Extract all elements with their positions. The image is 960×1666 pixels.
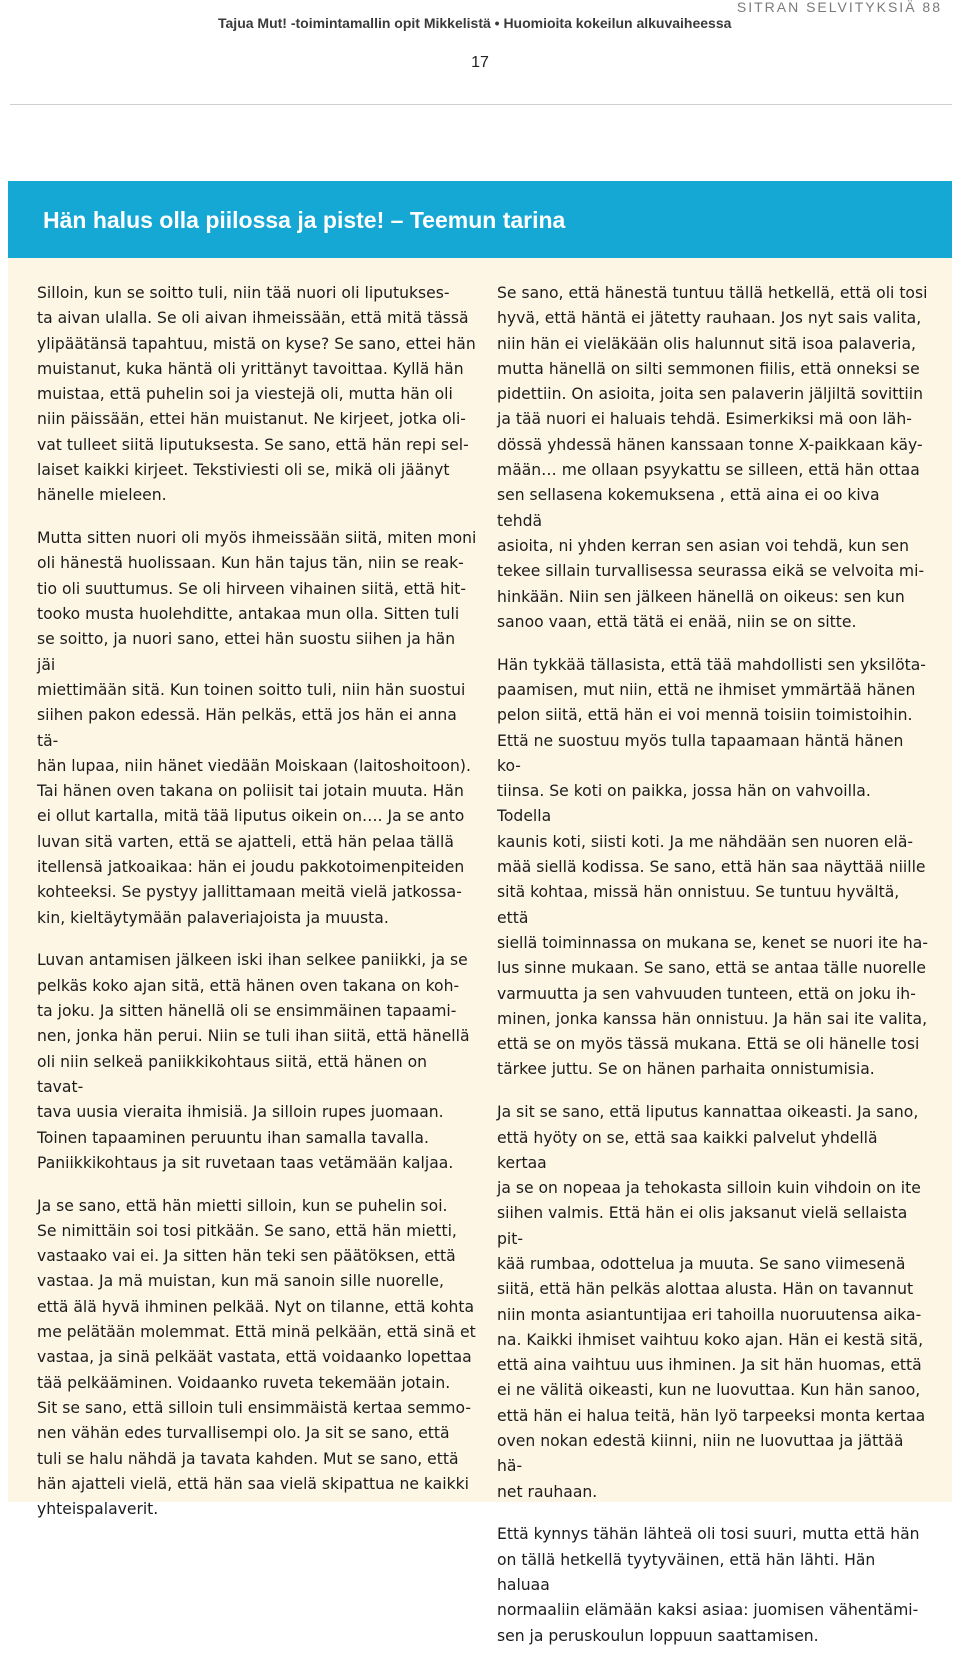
paragraph: Silloin, kun se soitto tuli, niin tää nuori oli liputukses- ta aivan ulalla. Se oli aivan ihmeissään, että mitä tässä ylipäätänsä tapahtuu, mistä on kyse? Se sano, ettei hän muistanut, kuka häntä oli yrittänyt tavoittaa. Kyllä hän muistaa, että puhelin soi ja viestejä oli, mutta hän oli niin päissään, ettei hän muistanut. Ne kirjeet, jotka oli- vat tulleet siitä liputuksesta. Se sano, että hän repi sel- laiset kaikki kirjeet. Tekstiviesti oli se, mikä oli jäänyt hänelle mieleen.: [37, 284, 476, 505]
page-header: [0, 0, 960, 80]
paragraph: Että kynnys tähän lähteä oli tosi suuri, mutta että hän on tällä hetkellä tyytyväinen, että hän lähti. Hän haluaa normaaliin elämään kaksi asiaa: juomisen vähentämi- sen ja peruskoulun loppuun saattamisen.: [497, 1525, 920, 1645]
story-title: Hän halus olla piilossa ja piste! – Teemun tarina: [43, 207, 566, 233]
paragraph: Luvan antamisen jälkeen iski ihan selkee paniikki, ja se pelkäs koko ajan sitä, että hänen oven takana on koh- ta joku. Ja sitten hänellä oli se ensimmäinen tapaami- nen, jonka hän perui. Niin se tuli ihan siitä, että hänellä oli niin selkeä paniikkikohtaus siitä, että hänen on tavat- tava uusia vieraita ihmisiä. Ja silloin rupes juomaan. Toinen tapaaminen peruuntu ihan samalla tavalla. Paniikkikohtaus ja sit ruvetaan taas vetämään kaljaa.: [37, 951, 470, 1172]
paragraph: Ja sit se sano, että liputus kannattaa oikeasti. Ja sano, että hyöty on se, että saa kaikki palvelut yhdellä kertaa ja se on nopeaa ja tehokasta silloin kuin vihdoin on ite siihen valmis. Että hän ei olis jaksanut vielä sellaista pit- kää rumbaa, odottelua ja muuta. Se sano viimesenä siitä, että hän pelkäs alottaa alusta. Hän on tavannut niin monta asiantuntijaa eri tahoilla nuoruutensa aika- na. Kaikki ihmiset vaihtuu koko ajan. Hän ei kestä sitä, että aina vaihtuu uus ihminen. Ja sit hän huomas, että ei ne välitä oikeasti, kun ne luovuttaa. Kun hän sanoo, että hän ei halua teitä, hän lyö tarpeeksi monta kertaa oven nokan edestä kiinni, niin ne luovuttaa ja jättää hä- net rauhaan.: [497, 1103, 926, 1501]
left-column: [37, 281, 477, 1540]
running-title: Tajua Mut! -toimintamallin opit Mikkelistä • Huomioita kokeilun alkuvaiheessa: [218, 15, 732, 31]
paragraph: Se sano, että hänestä tuntuu tällä hetkellä, että oli tosi hyvä, että häntä ei jätetty rauhaan. Jos nyt sais valita, niin hän ei vieläkään olis halunnut sitä isoa palaveria, mutta hänellä on silti semmonen fiilis, että onneksi se pidettiin. On asioita, joita sen palaverin jäljiltä sovittiin ja tää nuori ei haluais tehdä. Esimerkiksi mä oon läh- dössä yhdessä hänen kanssaan tonne X-paikkaan käy- mään… me ollaan psyykattu se silleen, että hän ottaa sen sellasena kokemuksena , että aina ei oo kiva tehdä asioita, ni yhden kerran sen asian voi tehdä, kun sen tekee sillain turvallisessa seurassa eikä se velvoita mi- hinkään. Niin sen jälkeen hänellä on oikeus: sen kun sanoo vaan, että tätä ei enää, niin se on sitte.: [497, 284, 928, 631]
paragraph: Ja se sano, että hän mietti silloin, kun se puhelin soi. Se nimittäin soi tosi pitkään. Se sano, että hän mietti, vastaako vai ei. Ja sitten hän teki sen päätöksen, että vastaa. Ja mä muistan, kun mä sanoin sille nuorelle, että älä hyvä ihminen pelkää. Nyt on tilanne, että kohta me pelätään molemmat. Että minä pelkään, että sinä et vastaa, ja sinä pelkäät vastata, että voidaanko lopettaa tää pelkääminen. Voidaanko ruveta tekemään jotain. Sit se sano, että silloin tuli ensimmäistä kertaa semmo- nen vähän edes turvallisempi olo. Ja sit se sano, että tuli se halu nähdä ja tavata kahden. Mut se sano, että hän ajatteli vielä, että hän saa vielä skipattua ne kaikki yhteispalaverit.: [37, 1196, 476, 1519]
right-column: [497, 281, 929, 1666]
page-number: 17: [471, 54, 489, 71]
publication-series: SITRAN SELVITYKSIÄ 88: [736, 0, 942, 15]
story-banner: [8, 181, 952, 258]
paragraph: Mutta sitten nuori oli myös ihmeissään siitä, miten moni oli hänestä huolissaan. Kun hän tajus tän, niin se reak- tio oli suuttumus. Se oli hirveen vihainen siitä, että hit- tooko musta huolehditte, antakaa mun olla. Sitten tuli se soitto, ja nuori sano, ettei hän suostu siihen ja hän jäi miettimään sitä. Kun toinen soitto tuli, niin hän suostui siihen pakon edessä. Hän pelkäs, että jos hän ei anna tä- hän lupaa, niin hänet viedään Moiskaan (laitoshoitoon). Tai hänen oven takana on poliisit tai jotain muuta. Hän ei ollut kartalla, mitä tää liputus oikein on…. Ja se anto luvan sitä varten, että se ajatteli, että hän pelaa tällä itellensä jatkoaikaa: hän ei joudu pakkotoimenpiteiden kohteeksi. Se pystyy jallittamaan meitä vielä jatkossa- kin, kieltäytymään palaveriajoista ja muusta.: [37, 529, 477, 927]
paragraph: Hän tykkää tällasista, että tää mahdollisti sen yksilöta- paamisen, mut niin, että ne ihmiset ymmärtää hänen pelon siitä, että hän ei voi mennä toisiin toimistoihin. Että ne suostuu myös tulla tapaamaan häntä hänen ko- tiinsa. Se koti on paikka, jossa hän on vahvoilla. Todella kaunis koti, siisti koti. Ja me nähdään sen nuoren elä- mää siellä kodissa. Se sano, että hän saa näyttää niille sitä kohtaa, missä hän onnistuu. Se tuntuu hyvältä, että siellä toiminnassa on mukana se, kenet se nuori ite ha- lus sinne mukaan. Se sano, että se antaa tälle nuorelle varmuutta ja sen vahvuuden tunteen, että on joku ih- minen, jonka kanssa hän onnistuu. Ja hän sai ite valita, että se on myös tässä mukana. Että se oli hänelle tosi tärkee juttu. Se on hänen parhaita onnistumisia.: [497, 655, 928, 1079]
header-divider: [10, 104, 952, 105]
